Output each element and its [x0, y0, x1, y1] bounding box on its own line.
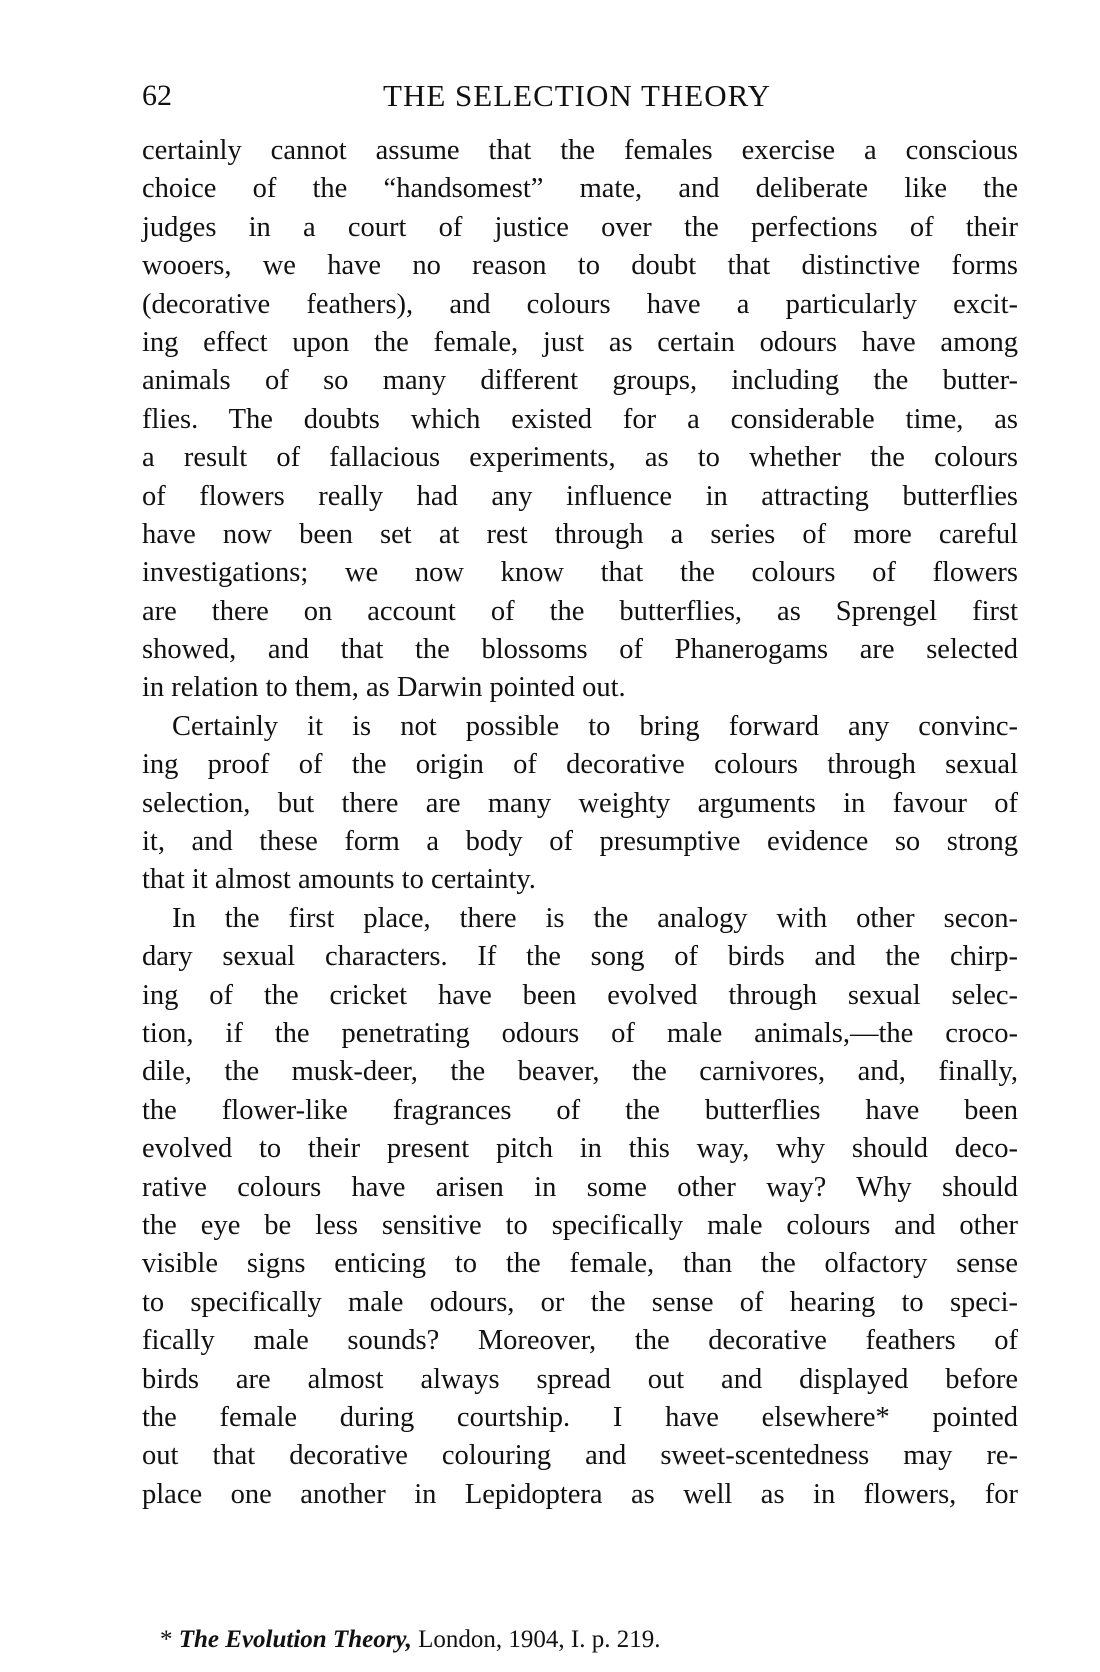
- text-line: animals of so many different groups, including the butter-: [142, 365, 1018, 397]
- text-line: judges in a court of justice over the perfections of their: [142, 211, 1018, 243]
- footnote: [160, 1624, 1000, 1656]
- text-line: have now been set at rest through a series of more careful: [142, 518, 1018, 550]
- text-line: out that decorative colouring and sweet-scentedness may re-: [142, 1440, 1018, 1472]
- text-line: dary sexual characters. If the song of birds and the chirp-: [142, 941, 1018, 973]
- text-line: ing of the cricket have been evolved through sexual selec-: [142, 979, 1018, 1011]
- text-line: in relation to them, as Darwin pointed out.: [142, 672, 626, 704]
- body-text: [142, 132, 1018, 1514]
- text-line: investigations; we now know that the colours of flowers: [142, 557, 1018, 589]
- text-line: flies. The doubts which existed for a considerable time, as: [142, 403, 1018, 435]
- text-line: tion, if the penetrating odours of male animals,—the croco-: [142, 1017, 1018, 1049]
- text-line: ing effect upon the female, just as certain odours have among: [142, 326, 1018, 358]
- text-line: selection, but there are many weighty arguments in favour of: [142, 787, 1018, 819]
- footnote-marker: *: [160, 1626, 173, 1653]
- text-line: choice of the “handsomest” mate, and deliberate like the: [142, 173, 1018, 205]
- text-line: are there on account of the butterflies, as Sprengel first: [142, 595, 1018, 627]
- text-line: the female during courtship. I have elsewhere* pointed: [142, 1401, 1018, 1433]
- text-line: showed, and that the blossoms of Phanerogams are selected: [142, 634, 1018, 666]
- text-line: rative colours have arisen in some other way? Why should: [142, 1171, 1018, 1203]
- page-number: 62: [142, 79, 172, 112]
- text-line: place one another in Lepidoptera as well as in flowers, for: [142, 1478, 1018, 1510]
- text-line: visible signs enticing to the female, than the olfactory sense: [142, 1248, 1018, 1280]
- text-line: (decorative feathers), and colours have a particularly excit-: [142, 288, 1018, 320]
- text-line: ing proof of the origin of decorative colours through sexual: [142, 749, 1018, 781]
- text-line: the flower-like fragrances of the butterflies have been: [142, 1094, 1018, 1126]
- text-line: birds are almost always spread out and displayed before: [142, 1363, 1018, 1395]
- text-line: it, and these form a body of presumptive evidence so strong: [142, 826, 1018, 858]
- text-line: to specifically male odours, or the sense of hearing to speci-: [142, 1286, 1018, 1318]
- text-line: evolved to their present pitch in this way, why should deco-: [142, 1133, 1018, 1165]
- text-line: Certainly it is not possible to bring forward any convinc-: [172, 710, 1018, 742]
- footnote-citation: London, 1904, I. p. 219.: [411, 1626, 661, 1653]
- page-header: [142, 76, 1012, 116]
- text-line: certainly cannot assume that the females exercise a conscious: [142, 135, 1018, 166]
- text-line: In the first place, there is the analogy with other secon-: [172, 902, 1018, 934]
- text-line: dile, the musk-deer, the beaver, the carnivores, and, finally,: [142, 1056, 1018, 1088]
- running-title: THE SELECTION THEORY: [383, 78, 771, 113]
- text-line: fically male sounds? Moreover, the decorative feathers of: [142, 1325, 1018, 1357]
- text-line: of flowers really had any influence in attracting butterflies: [142, 480, 1018, 512]
- footnote-title: The Evolution Theory,: [178, 1626, 412, 1653]
- text-line: a result of fallacious experiments, as to whether the colours: [142, 442, 1018, 474]
- text-line: the eye be less sensitive to specifically male colours and other: [142, 1209, 1018, 1241]
- text-line: wooers, we have no reason to doubt that distinctive forms: [142, 250, 1018, 282]
- text-line: that it almost amounts to certainty.: [142, 864, 536, 896]
